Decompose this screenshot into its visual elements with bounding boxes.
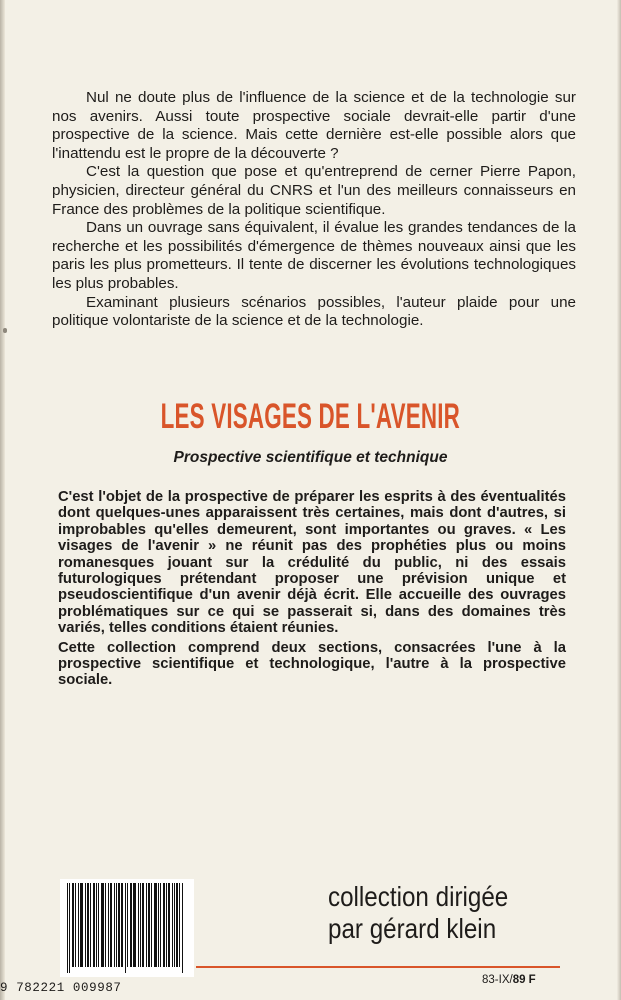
series-subtitle: Prospective scientifique et technique [173,449,448,466]
barcode-bar [90,883,91,967]
barcode-bar [172,883,173,967]
barcode-bar [110,883,111,967]
barcode-bar [148,883,149,967]
catalog-code-price: 89 F [512,974,536,986]
barcode-bar [122,883,123,967]
collection-line: collection dirigée [328,881,509,912]
blurb-paragraph: Dans un ouvrage sans équivalent, il évalue les grandes tendances de la recherche et les possibilités d'émergence de thèmes nouveaux ainsi que les paris les plus prometteurs. Il tente de discerner les évolutions technologiques les plus probables. [52,219,576,292]
barcode-bar [101,883,102,967]
barcode-bar [174,883,175,967]
barcode-bar [176,883,177,967]
barcode-bar [169,883,170,967]
barcode-bar [82,883,83,967]
barcode-bar [105,883,106,967]
barcode-bar [121,883,122,967]
barcode-bar [75,883,76,967]
series-description [58,489,566,689]
blurb-paragraph: Nul ne doute plus de l'influence de la science et de la technologie sur nos avenirs. Aussi toute prospective sociale devrait-elle partir d'une prospective de la science. Mais cette dernière est-elle possible alors que l'inattendu est le propre de la découverte ? [52,89,576,162]
barcode-bar [140,883,141,967]
paper-speck [3,328,7,333]
catalog-code [482,973,582,987]
barcode-bar [111,883,112,967]
barcode-bar [125,883,126,973]
barcode-bar [131,883,132,967]
barcode-bar [94,883,95,967]
catalog-code-prefix: 83-IX/ [482,974,513,986]
barcode-bar [151,883,152,967]
red-rule [196,966,560,968]
book-blurb [52,89,576,331]
barcode-bar [135,883,136,967]
blurb-paragraph: Examinant plusieurs scénarios possibles, l'auteur plaide pour une politique volontariste de la science et de la technologie. [52,293,576,330]
barcode-bar [142,883,143,967]
barcode-bar [179,883,180,967]
barcode-bar [98,883,99,967]
blurb-paragraph: C'est la question que pose et qu'entreprend de cerner Pierre Papon, physicien, directeur général du CNRS et l'un des meilleurs connaisseurs en France des problèmes de la politique scientifique. [52,163,576,218]
barcode-bar [119,883,120,967]
barcode-bar [72,883,73,967]
barcode-bar [102,883,103,967]
barcode-bar [164,883,165,967]
barcode-bar [160,883,161,967]
barcode-bars [67,883,187,973]
barcode-bar [103,883,104,967]
barcode-bar [78,883,79,967]
barcode-bar [116,883,117,967]
barcode-bar [134,883,135,967]
barcode-bar [158,883,159,967]
barcode-bar [130,883,131,967]
barcode-bar [156,883,157,967]
barcode [60,879,194,977]
page-edge-left [0,0,5,1000]
barcode-bar [69,883,70,973]
collection-credit [328,881,557,945]
barcode-bar [182,883,183,973]
barcode-bar [154,883,155,967]
barcode-bar [133,883,134,967]
barcode-bar [80,883,81,967]
barcode-bar [155,883,156,967]
barcode-bar [87,883,88,967]
series-title: LES VISAGES DE L'AVENIR [160,397,460,436]
barcode-bar [138,883,139,967]
barcode-number: 9 782221 009987 [0,981,122,995]
barcode-bar [93,883,94,967]
page-edge-right [617,0,621,1000]
series-description-paragraph: C'est l'objet de la prospective de préparer les esprits à des éventualités dont quelques-unes apparaissent très certaines, mais dont d'autres, si improbables qu'elles demeurent, sont importantes ou graves. « Les visages de l'avenir » ne réunit pas des prophéties plus ou moins romanesques jouant sur la crédulité du public, ni des essais futurologiques prétendant proposer une prévision unique et pseudoscientifique d'un avenir déjà écrit. Elle accueille des ouvrages problématiques sur ce qui se passerait si, dans des domaines très variés, telles conditions étaient réunies. [58,489,566,637]
collection-line: par gérard klein [328,913,497,944]
barcode-bar [166,883,167,967]
barcode-bar [149,883,150,967]
barcode-bar [118,883,119,967]
barcode-bar [163,883,164,967]
barcode-bar [143,883,144,967]
barcode-bar [168,883,169,967]
barcode-bar [85,883,86,967]
barcode-bar [81,883,82,967]
barcode-bar [73,883,74,967]
barcode-bar [88,883,89,967]
barcode-bar [67,883,68,973]
barcode-bar [146,883,147,967]
barcode-bar [177,883,178,967]
barcode-bar [108,883,109,967]
barcode-bar [96,883,97,967]
barcode-bar [114,883,115,967]
series-description-paragraph: Cette collection comprend deux sections, consacrées l'une à la prospective scientifique et technologique, l'autre à la prospective sociale. [58,639,566,689]
barcode-bar [127,883,128,967]
